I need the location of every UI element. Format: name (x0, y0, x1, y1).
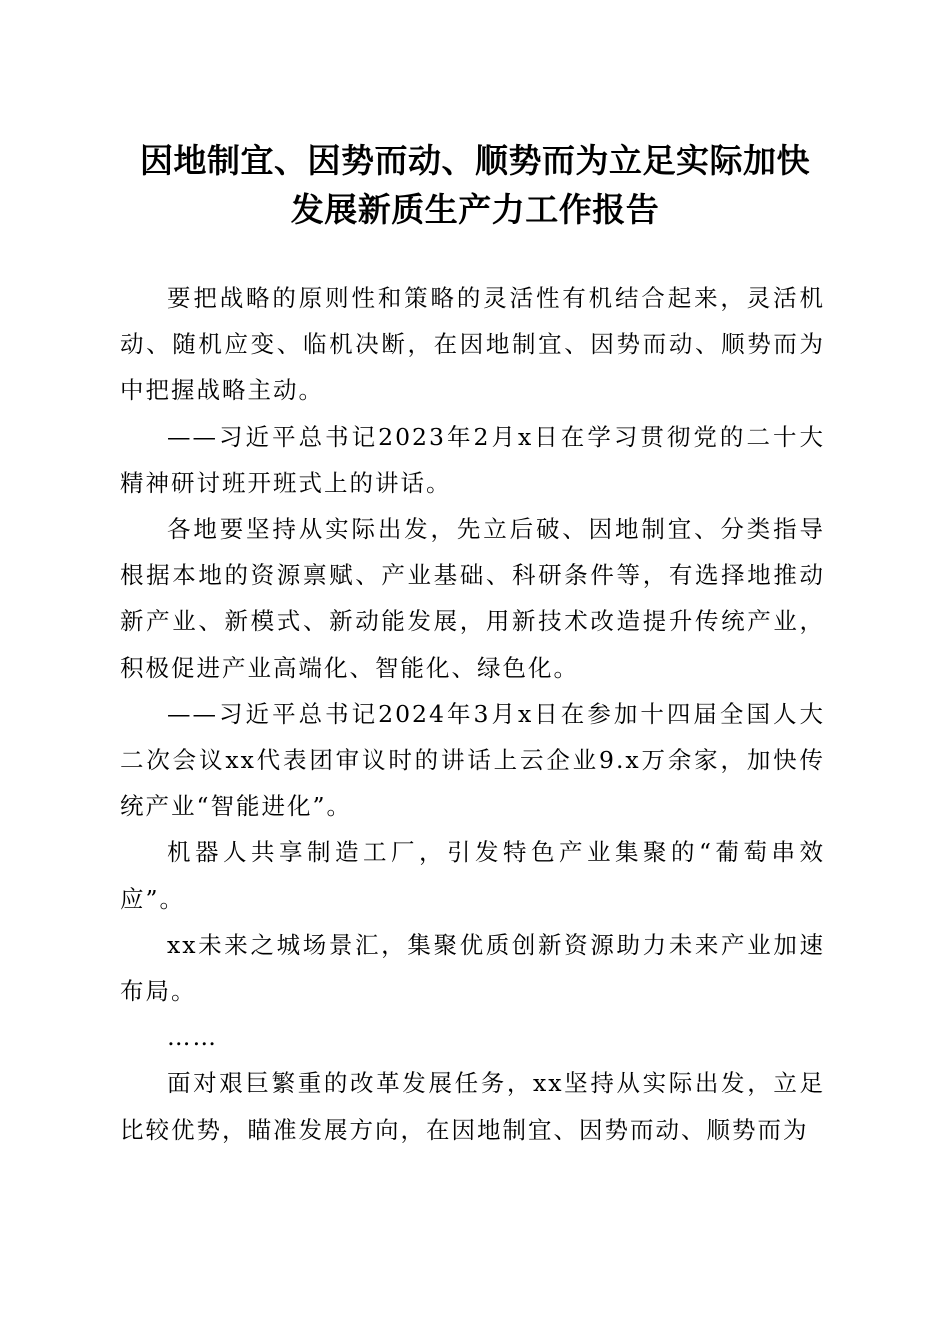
paragraph-attribution-2: ——习近平总书记2024年3月x日在参加十四届全国人大二次会议xx代表团审议时的讲话上云企业9.x万余家，加快传统产业“智能进化”。 (120, 699, 825, 821)
paragraph-main: 面对艰巨繁重的改革发展任务，xx坚持从实际出发，立足比较优势，瞄准发展方向，在因地制宜、因势而动、顺势而为 (120, 1069, 825, 1144)
paragraph-future-city: xx未来之城场景汇，集聚优质创新资源助力未来产业加速布局。 (120, 930, 825, 1006)
document-body (120, 275, 825, 1153)
document-title-line-2: 发展新质生产力工作报告 (290, 190, 660, 229)
paragraph-quote-1: 要把战略的原则性和策略的灵活性有机结合起来，灵活机动、随机应变、临机决断，在因地制宜、因势而动、顺势而为中把握战略主动。 (120, 284, 825, 405)
document-title-line-1: 因地制宜、因势而动、顺势而为立足实际加快 (140, 141, 810, 180)
paragraph-ellipsis: …… (167, 1023, 218, 1052)
paragraph-quote-2: 各地要坚持从实际出发，先立后破、因地制宜、分类指导根据本地的资源禀赋、产业基础、科研条件等，有选择地推动新产业、新模式、新动能发展，用新技术改造提升传统产业，积极促进产业高端化、智能化、绿色化。 (120, 515, 825, 682)
paragraph-robot-factory: 机器人共享制造工厂，引发特色产业集聚的“葡萄串效应”。 (120, 838, 825, 913)
paragraph-attribution-1: ——习近平总书记2023年2月x日在学习贯彻党的二十大精神研讨班开班式上的讲话。 (120, 422, 825, 497)
